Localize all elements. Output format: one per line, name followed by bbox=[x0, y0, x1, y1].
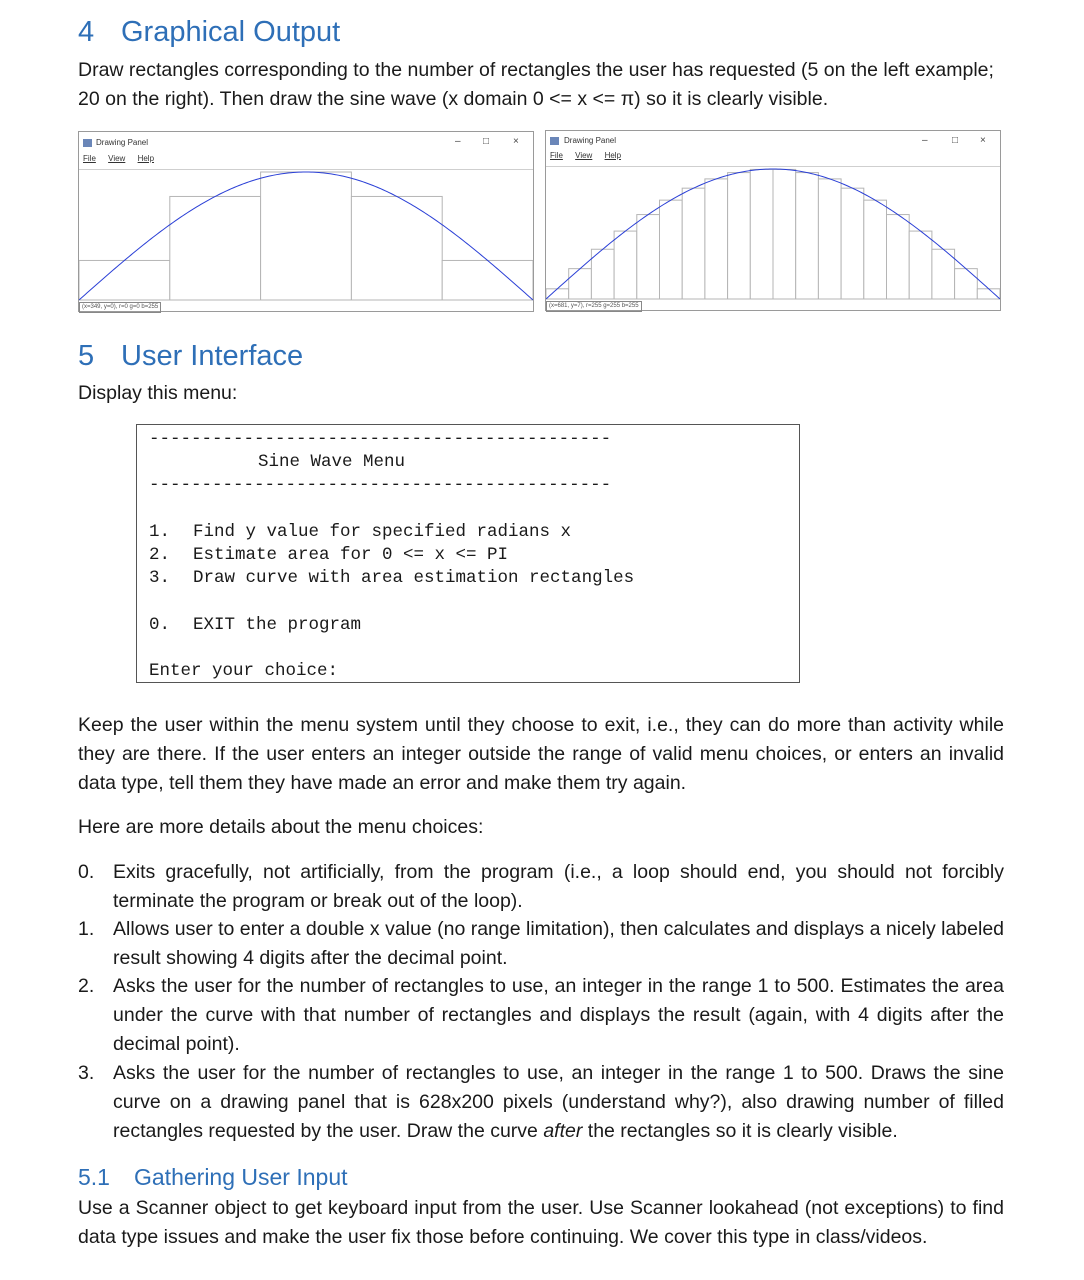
menu-item-num: 1. bbox=[149, 522, 171, 542]
menu-dashes-top: -------------------------------------------- bbox=[149, 429, 612, 449]
window-title: Drawing Panel bbox=[96, 138, 149, 147]
list-text-part: the rectangles so it is clearly visible. bbox=[582, 1120, 898, 1142]
minimize-icon[interactable]: – bbox=[455, 136, 461, 147]
para-user-input: Use a Scanner object to get keyboard input from the user. Use Scanner lookahead (not exceptions) to find data type issues and make the user fix those before continuing. We cover this type in class/videos. bbox=[78, 1197, 1004, 1248]
menu-dashes-bottom: -------------------------------------------- bbox=[149, 475, 612, 495]
java-icon bbox=[83, 139, 92, 147]
area-rectangle bbox=[569, 269, 592, 299]
menu-help[interactable]: Help bbox=[604, 151, 622, 160]
area-rectangle bbox=[773, 169, 796, 299]
area-rectangle bbox=[750, 169, 773, 299]
menu-exit-num: 0. bbox=[149, 615, 171, 635]
menu-item-text: Estimate area for 0 <= x <= PI bbox=[193, 545, 509, 565]
menu-help[interactable]: Help bbox=[137, 154, 155, 163]
list-number: 3. bbox=[78, 1062, 95, 1084]
list-text bbox=[113, 1059, 1004, 1146]
section-title: Gathering User Input bbox=[134, 1164, 348, 1190]
menu-view[interactable]: View bbox=[108, 154, 126, 163]
list-text-emphasis: after bbox=[543, 1120, 583, 1142]
drawing-canvas bbox=[79, 169, 533, 301]
list-item bbox=[78, 1059, 1004, 1146]
area-rectangle bbox=[909, 231, 932, 299]
area-rectangle bbox=[705, 179, 728, 299]
section-title: Graphical Output bbox=[121, 16, 341, 48]
area-rectangle bbox=[864, 200, 887, 299]
list-item bbox=[78, 972, 1004, 1059]
area-rectangle bbox=[728, 173, 751, 299]
area-rectangle bbox=[818, 179, 841, 299]
area-rectangle bbox=[637, 215, 660, 299]
area-rectangle bbox=[614, 231, 637, 299]
area-rectangle bbox=[977, 289, 1000, 299]
list-item bbox=[78, 858, 1004, 916]
section-4-heading bbox=[78, 16, 340, 49]
drawing-canvas bbox=[546, 166, 1000, 300]
status-readout: (x=681, y=7), r=255 g=255 b=255 bbox=[546, 301, 642, 312]
area-rectangle bbox=[351, 196, 442, 300]
list-text: Asks the user for the number of rectangles to use, an integer in the range 1 to 500. Estimates the area under the curve with that number of rectangles and displays the result (again, with 4 digits after the decimal point). bbox=[113, 975, 1004, 1055]
drawing-panel-window-right bbox=[545, 130, 1001, 311]
area-rectangle bbox=[261, 172, 352, 300]
menu-exit-text: EXIT the program bbox=[193, 615, 362, 635]
area-rectangle bbox=[887, 215, 910, 299]
area-rectangle bbox=[955, 269, 978, 299]
section-title: User Interface bbox=[121, 340, 304, 372]
menu-item-num: 2. bbox=[149, 545, 171, 565]
drawing-panel-window-left bbox=[78, 131, 534, 312]
area-rectangle bbox=[79, 260, 170, 300]
area-rectangle bbox=[442, 260, 533, 300]
menu-bar bbox=[546, 151, 1000, 165]
console-menu-box bbox=[136, 424, 800, 683]
section-4-line-1: Draw rectangles corresponding to the number of rectangles the user has requested (5 on the left example; bbox=[78, 59, 994, 81]
status-readout: (x=349, y=0), r=0 g=0 b=255 bbox=[79, 302, 161, 313]
para-details: Here are more details about the menu choices: bbox=[78, 816, 484, 838]
list-text: Allows user to enter a double x value (no range limitation), then calculates and displays a nicely labeled result showing 4 digits after the decimal point. bbox=[113, 918, 1005, 969]
area-rectangle bbox=[591, 249, 614, 299]
menu-item-num: 3. bbox=[149, 568, 171, 588]
menu-item-text: Draw curve with area estimation rectangles bbox=[193, 568, 635, 588]
area-rectangle bbox=[796, 173, 819, 299]
para-keep-user: Keep the user within the menu system until they choose to exit, i.e., they can do more than activity while they are there. If the user enters an integer outside the range of valid menu choices, or enters an invalid data type, tell them they have made an error and make them try again. bbox=[78, 714, 1004, 794]
area-rectangle bbox=[682, 188, 705, 299]
area-rectangle bbox=[841, 188, 864, 299]
menu-prompt: Enter your choice: bbox=[149, 661, 339, 681]
menu-intro: Display this menu: bbox=[78, 382, 238, 404]
menu-view[interactable]: View bbox=[575, 151, 593, 160]
menu-file[interactable]: File bbox=[550, 151, 563, 160]
list-text: Exits gracefully, not artificially, from the program (i.e., a loop should end, you should not forcibly terminate the program or break out of the loop). bbox=[113, 861, 1004, 912]
section-number: 4 bbox=[78, 16, 95, 48]
list-item bbox=[78, 915, 1004, 973]
section-number: 5 bbox=[78, 340, 95, 372]
section-number: 5.1 bbox=[78, 1164, 110, 1190]
list-number: 0. bbox=[78, 861, 95, 883]
area-rectangle bbox=[932, 249, 955, 299]
area-rectangle bbox=[546, 289, 569, 299]
maximize-icon[interactable]: □ bbox=[952, 135, 959, 146]
menu-item-text: Find y value for specified radians x bbox=[193, 522, 572, 542]
section-5-1-heading bbox=[78, 1164, 348, 1191]
area-rectangle bbox=[170, 196, 261, 300]
maximize-icon[interactable]: □ bbox=[483, 136, 490, 147]
window-title: Drawing Panel bbox=[564, 136, 617, 145]
list-number: 2. bbox=[78, 975, 95, 997]
close-icon[interactable]: × bbox=[513, 136, 519, 147]
title-bar bbox=[546, 131, 1000, 153]
section-5-heading bbox=[78, 340, 303, 373]
close-icon[interactable]: × bbox=[980, 135, 986, 146]
menu-bar bbox=[79, 154, 533, 168]
menu-heading: Sine Wave Menu bbox=[258, 452, 406, 472]
minimize-icon[interactable]: – bbox=[922, 135, 928, 146]
area-rectangle bbox=[660, 200, 683, 299]
java-icon bbox=[550, 137, 559, 145]
section-4-line-2: 20 on the right). Then draw the sine wave (x domain 0 <= x <= π) so it is clearly visible. bbox=[78, 88, 829, 110]
list-text-part: Asks the user for the number of rectangles to use, an integer in the range 1 to 500. Draws the sine curve on a drawing panel that is 628x200 pixels (understand why?), also drawing number of filled rectangles requested by the user. Draw the curve bbox=[113, 1062, 1004, 1142]
title-bar bbox=[79, 132, 533, 154]
menu-file[interactable]: File bbox=[83, 154, 96, 163]
list-number: 1. bbox=[78, 918, 95, 940]
